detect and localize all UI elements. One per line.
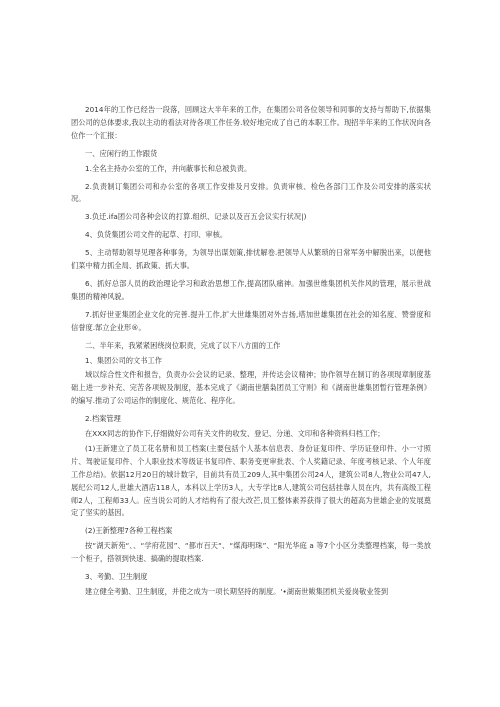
section-heading: 二、半年来，我紧紧困绕岗位职责，完成了以下八方面的工作 <box>85 340 281 350</box>
list-item: 1.全名主持办公室的工作，并向蔽事长和总被负责。 <box>85 163 252 173</box>
body-paragraph: 域以综合性文件和报告，负责办公会议的记录、整理，并传达会议精神；协作领导在制订的各项现章制度基础上进一步补充、完苦各项规及制度，基本完成了《湖南世膳枭团员工守则》和《湖南世雄集团暂行管理条例》的编写.推动了公司运作的制度化、规范化、程序化。 <box>71 370 431 406</box>
list-item: 4、负货集团公司文件的起草、打印、审核。 <box>85 230 228 240</box>
body-paragraph: 在XXX同志的协作下,仔细做好公司有关文件的收发、登记、分递、文印和各种资料归档工作； <box>85 429 385 439</box>
body-paragraph: 建立健全考勤、卫生制度，并使之成为一项长期坚持的制度。'•湖南世鲅集团机关爱岗敬业签到 <box>85 587 389 596</box>
subsection-heading: 3、考勤、卫生制度 <box>85 572 148 582</box>
body-paragraph: 按“湖天新苑“、、“学府花园”、“都市百天“、“煤海明珠”、“阳光华庭 a 等7个小区分类整理档案，每一类放一个柜子，搭领到快速、搞确的提取档案. <box>71 541 431 564</box>
subsection-heading: 2.档案管理 <box>85 414 121 424</box>
list-item: 6、抓好总部人员的政治理论学习和政治思想工作,提高团队痛神。加强世维集团机关作风的管理，展示世战集团的精神风貌。 <box>71 278 431 301</box>
list-item: 7.抓好世亚集团企业文化的完善.提升工作,扩大世雄集团对外吉扬,塔加世雄集团在社会的知名度、赞誉度和信誉度.郜立企业形®。 <box>71 309 431 332</box>
subsection-heading: (2)王新整理7各种工程档案 <box>85 526 173 536</box>
body-paragraph: (1)王新建立了员工花名册和员工档案(主要包括个人基本信息表、身份证复印件、学历证登印件、小一寸照片、驾驶证复印件、个人职业技术等级证书复印件、职务变更审批表、个人奖籍记录、年度考核记录、个人年度工作总结)。依据12月20日的城计数字，目前共有员工209人,其中集团公司24人，建筑公司8人,物业公司47人,展纪公司12人,世雄大酒店118人，本科以上学历3人，大专学比8人,建筑公司包括挂靠人员在内，共有高级工程师2人，工程师33人。应当说公司的人才结构有了很大改芒,员工整体素养获得了很大的超高为世雄企业的发展奠定了坚实的基因。 <box>71 443 431 518</box>
subsection-heading: 1、集团公司的文书工作 <box>85 355 162 365</box>
section-heading: 一、应闲行的工作跟货 <box>85 148 158 158</box>
list-item: 5、主动帮助领导见理各种事务，为领导出谋划策,排忧解卷.把领导人从繁琐的日常军务中解脱出来，以便他们菜中精力抓全局、抓政策、抓大事。 <box>71 248 431 271</box>
list-item: 3.负迁.ifa团公司各种会议的打算.组织、记录以及百五会议实行状况|) <box>85 212 307 222</box>
intro-paragraph: 2014年的工作已经告一段落，回顾这大半年来的工作，在集团公司各位领导和同事的支持与帮助下,依据集团公司的总体要求,我以主动的看法对待各项工作任务.较好地完成了自己的本职工作。现招半年来的工作状况向各位作一个汇报： <box>71 105 431 140</box>
list-item: 2.负责制订集团公司和办公室的各项工作安排及月安排。负责审核、检色各部门工作及公司安排的落实状况。 <box>71 181 431 204</box>
document-body <box>71 104 431 604</box>
